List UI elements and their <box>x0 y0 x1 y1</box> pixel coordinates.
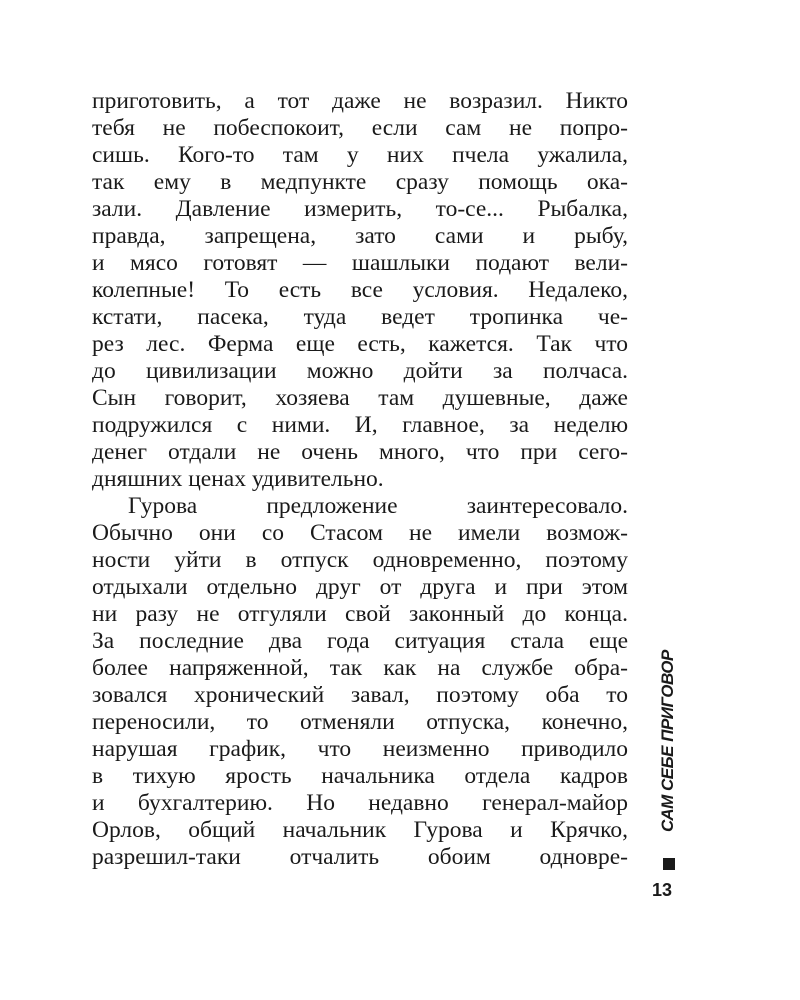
text-line: Сын говорит, хозяева там душевные, даже <box>92 385 628 411</box>
text-line: зали. Давление измерить, то-се... Рыбалка, <box>92 196 628 222</box>
text-line: разрешил-таки отчалить обоим одновре- <box>92 844 628 870</box>
body-text <box>92 88 628 871</box>
text-line: отдыхали отдельно друг от друга и при этом <box>92 574 628 600</box>
text-line: приготовить, а тот даже не возразил. Никто <box>92 88 628 114</box>
text-line: так ему в медпункте сразу помощь ока- <box>92 169 628 195</box>
text-line: За последние два года ситуация стала еще <box>92 628 628 654</box>
text-line: тебя не побеспокоит, если сам не попро- <box>92 115 628 141</box>
text-line: ности уйти в отпуск одновременно, поэтому <box>92 547 628 573</box>
text-line: Обычно они со Стасом не имели возмож- <box>92 520 628 546</box>
text-line: колепные! То есть все условия. Недалеко, <box>92 277 628 303</box>
text-line: подружился с ними. И, главное, за неделю <box>92 412 628 438</box>
text-line: и бухгалтерию. Но недавно генерал-майор <box>92 790 628 816</box>
text-line: кстати, пасека, туда ведет тропинка че- <box>92 304 628 330</box>
text-line: более напряженной, так как на службе обра- <box>92 655 628 681</box>
text-line: зовался хронический завал, поэтому оба то <box>92 682 628 708</box>
text-line: Орлов, общий начальник Гурова и Крячко, <box>92 817 628 843</box>
text-line: и мясо готовят — шашлыки подают вели- <box>92 250 628 276</box>
text-line: до цивилизации можно дойти за полчаса. <box>92 358 628 384</box>
text-line: рез лес. Ферма еще есть, кажется. Так что <box>92 331 628 357</box>
text-line: сишь. Кого-то там у них пчела ужалила, <box>92 142 628 168</box>
square-bullet-icon <box>663 858 675 870</box>
paragraph-2 <box>92 493 628 871</box>
text-line: правда, запрещена, зато сами и рыбу, <box>92 223 628 249</box>
text-line: переносили, то отменяли отпуска, конечно, <box>92 709 628 735</box>
page-number: 13 <box>651 880 673 900</box>
running-head <box>658 650 680 870</box>
running-head-title: САМ СЕБЕ ПРИГОВОР <box>658 650 677 832</box>
text-line: денег отдали не очень много, что при сего- <box>92 439 628 465</box>
text-line: Гурова предложение заинтересовало. <box>128 493 628 519</box>
text-line: дняшних ценах удивительно. <box>92 466 384 492</box>
text-line: ни разу не отгуляли свой законный до конца. <box>92 601 628 627</box>
text-line: нарушая график, что неизменно приводило <box>92 736 628 762</box>
paragraph-1 <box>92 88 628 493</box>
text-line: в тихую ярость начальника отдела кадров <box>92 763 628 789</box>
